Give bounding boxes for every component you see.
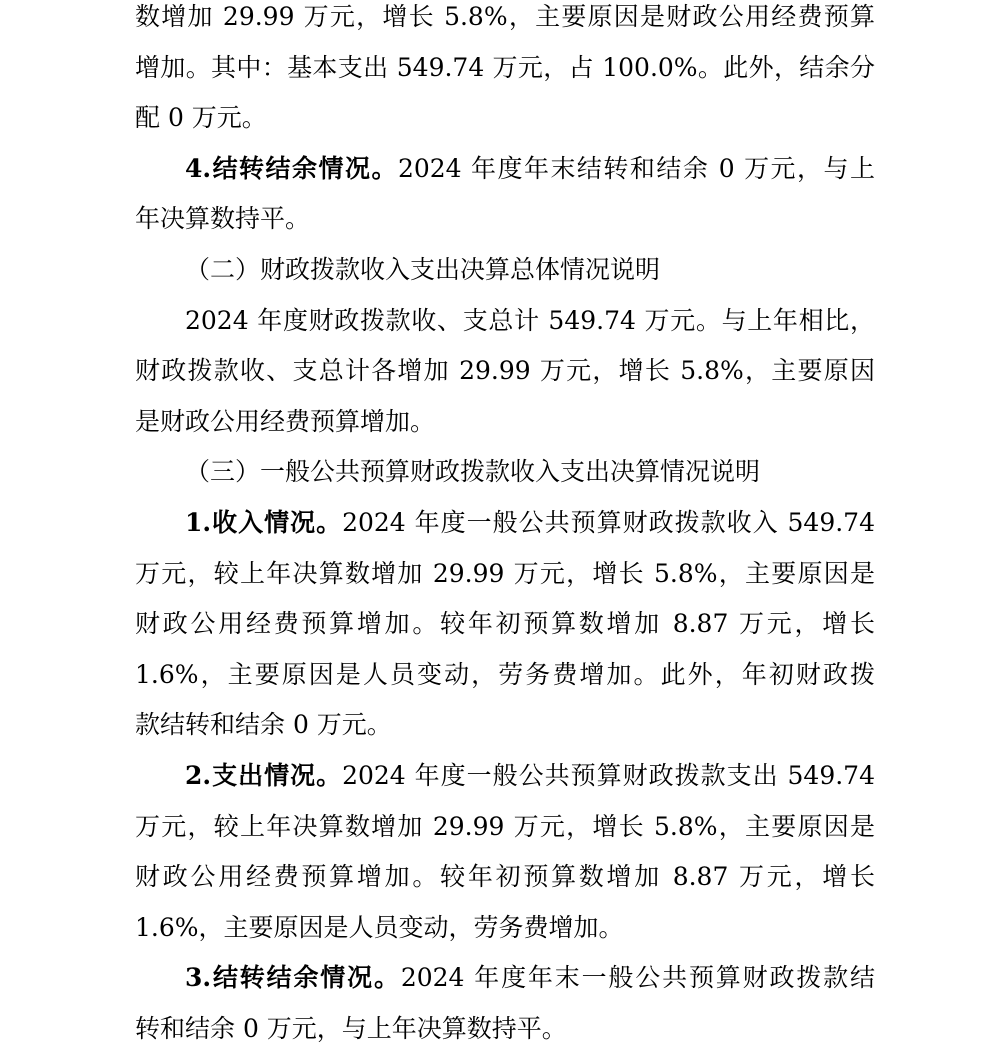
paragraph-line: 是财政公用经费预算增加。	[135, 406, 436, 436]
paragraph-line: 万元，较上年决算数增加 29.99 万元，增长 5.8%，主要原因是	[135, 558, 875, 588]
section-label: 1.收入情况。	[185, 507, 343, 537]
paragraph-line: 1.6%，主要原因是人员变动，劳务费增加。此外，年初财政拨	[135, 659, 875, 689]
paragraph-line: 配 0 万元。	[135, 103, 267, 133]
section-heading: （二）财政拨款收入支出决算总体情况说明	[185, 254, 661, 284]
paragraph-text: 2024 年度年末结转和结余 0 万元，与上	[397, 153, 876, 183]
paragraph-line: 款结转和结余 0 万元。	[135, 710, 392, 740]
section-label: 4.结转结余情况。	[185, 153, 398, 183]
paragraph-line: 数增加 29.99 万元，增长 5.8%，主要原因是财政公用经费预算	[135, 2, 875, 31]
paragraph-line: 财政公用经费预算增加。较年初预算数增加 8.87 万元，增长	[135, 862, 875, 892]
paragraph-line: 2024 年度财政拨款收、支总计 549.74 万元。与上年相比，	[185, 305, 875, 335]
paragraph-text: 2024 年度一般公共预算财政拨款支出 549.74	[342, 760, 875, 790]
paragraph-line: 财政拨款收、支总计各增加 29.99 万元，增长 5.8%，主要原因	[135, 356, 875, 386]
paragraph-line: 转和结余 0 万元，与上年决算数持平。	[135, 1013, 567, 1043]
paragraph-line: 1.6%，主要原因是人员变动，劳务费增加。	[135, 912, 624, 942]
paragraph-line: 万元，较上年决算数增加 29.99 万元，增长 5.8%，主要原因是	[135, 811, 875, 841]
paragraph-line: 财政公用经费预算增加。较年初预算数增加 8.87 万元，增长	[135, 609, 875, 639]
paragraph-line	[135, 498, 875, 549]
paragraph-line: 增加。其中：基本支出 549.74 万元，占 100.0%。此外，结余分	[135, 52, 875, 82]
paragraph-text: 2024 年度年末一般公共预算财政拨款结	[400, 963, 875, 993]
document-page	[135, 0, 875, 1054]
section-label: 3.结转结余情况。	[185, 963, 401, 993]
section-label: 2.支出情况。	[185, 760, 343, 790]
section-heading: （三）一般公共预算财政拨款收入支出决算情况说明	[185, 457, 761, 487]
paragraph-line: 年决算数持平。	[135, 204, 311, 234]
paragraph-line	[135, 953, 875, 1004]
paragraph-line	[135, 751, 875, 802]
paragraph-line	[135, 144, 875, 195]
paragraph-text: 2024 年度一般公共预算财政拨款收入 549.74	[342, 507, 875, 537]
